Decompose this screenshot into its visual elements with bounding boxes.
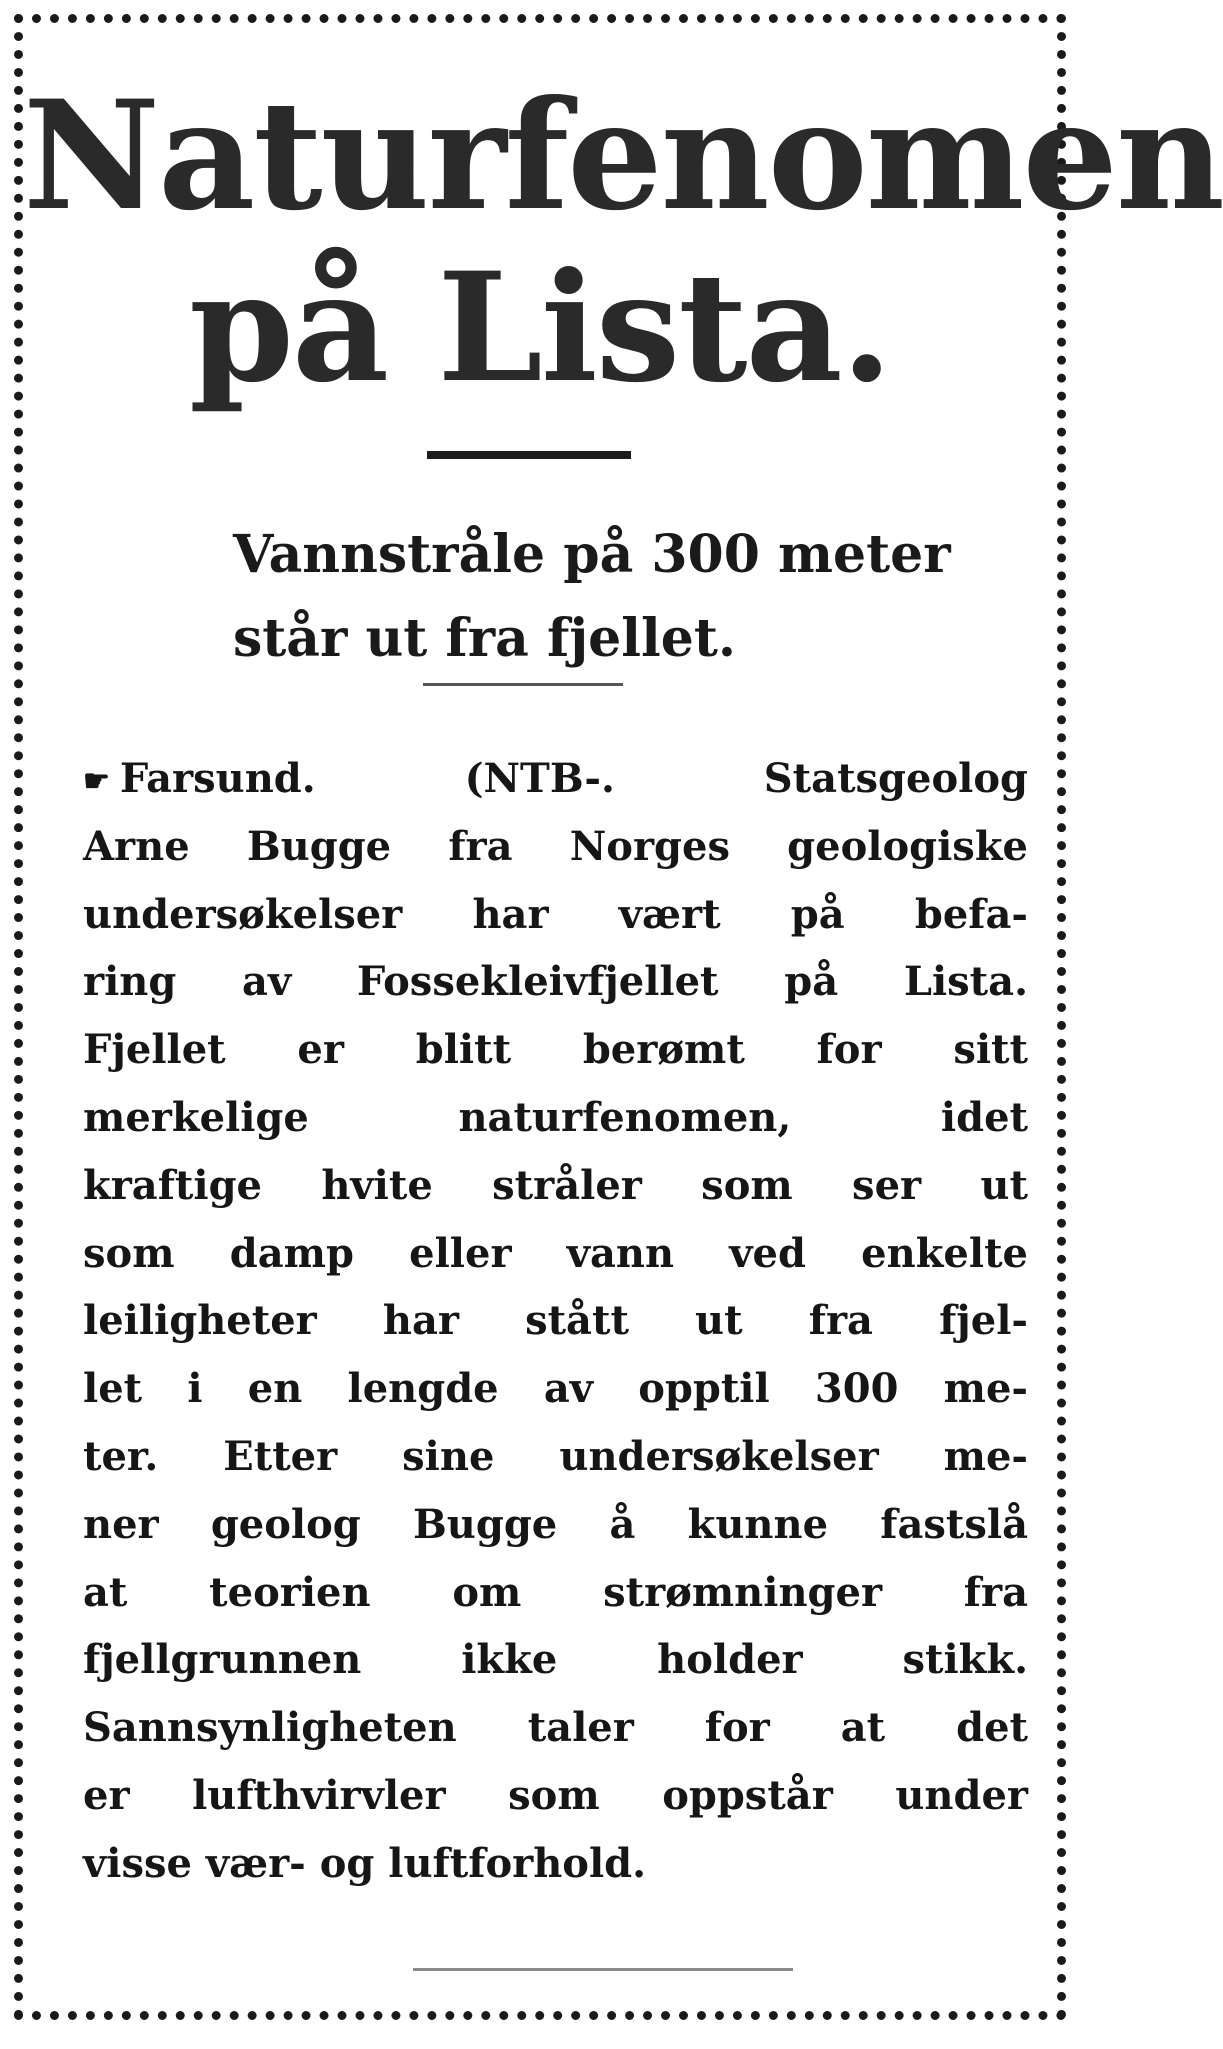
dateline-agency: (NTB-. — [464, 755, 615, 802]
dateline-first-word: Statsgeolog — [763, 755, 1028, 802]
article-body — [83, 745, 1028, 1898]
article-line: Fjellet er blitt berømt for sitt — [83, 1026, 1028, 1074]
dateline-place: Farsund. — [119, 755, 316, 802]
headline-divider — [427, 451, 631, 459]
article-line: leiligheter har stått ut fra fjel- — [83, 1297, 1028, 1345]
dateline — [83, 745, 1028, 813]
article-line: Arne Bugge fra Norges geologiske — [83, 822, 1028, 870]
subheadline — [233, 513, 1033, 681]
article-line: ter. Etter sine undersøkelser me- — [83, 1432, 1028, 1480]
headline-line-2: på Lista. — [189, 240, 891, 416]
headline-line-1: Naturfenomen — [23, 68, 1223, 244]
article-line: Sannsynligheten taler for at det — [83, 1704, 1028, 1752]
subheadline-line-1: Vannstråle på 300 meter — [233, 524, 951, 585]
article-line: merkelige naturfenomen, idet — [83, 1093, 1028, 1141]
article-line: let i en lengde av opptil 300 me- — [83, 1365, 1028, 1413]
article-line: som damp eller vann ved enkelte — [83, 1229, 1028, 1277]
bottom-divider — [413, 1968, 793, 1971]
article-line-last: visse vær- og luftforhold. — [83, 1839, 647, 1887]
article-line: fjellgrunnen ikke holder stikk. — [83, 1636, 1028, 1684]
article-line: er lufthvirvler som oppstår under — [83, 1771, 1028, 1819]
newspaper-clipping — [14, 14, 1223, 2020]
pointing-hand-icon: ☛ — [83, 764, 110, 800]
article-line: at teorien om strømninger fra — [83, 1568, 1028, 1616]
subheadline-line-2: står ut fra fjellet. — [233, 608, 736, 669]
article-line: ner geolog Bugge å kunne fastslå — [83, 1500, 1028, 1548]
article-line: kraftige hvite stråler som ser ut — [83, 1161, 1028, 1209]
subheadline-divider — [423, 683, 623, 686]
article-line: ring av Fossekleivfjellet på Lista. — [83, 958, 1028, 1006]
article-line: undersøkelser har vært på befa- — [83, 890, 1028, 938]
